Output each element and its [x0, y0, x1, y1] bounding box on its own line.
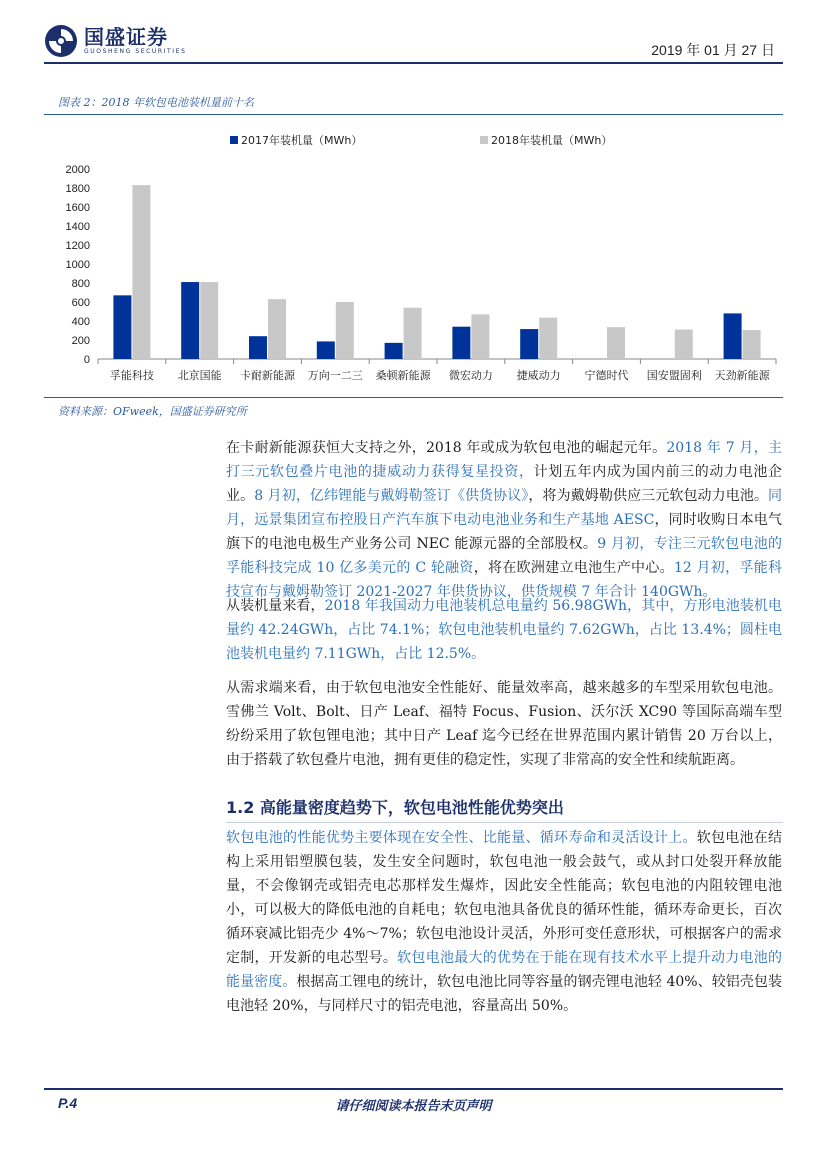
y-tick-label: 0 [83, 354, 90, 366]
chart-labels [110, 368, 771, 382]
legend-label-1: 2018年装机量（MWh） [491, 134, 613, 147]
figure-bottom-rule [44, 397, 783, 398]
paragraph-1 [226, 436, 782, 604]
bar-2018-7 [607, 327, 625, 359]
x-category-label: 万向一二三 [307, 369, 363, 382]
bar-2017-1 [181, 282, 199, 359]
figure-source: 资料来源：OFweek，国盛证券研究所 [58, 405, 247, 418]
header-divider [44, 62, 783, 64]
bar-2017-2 [249, 336, 267, 359]
bar-2018-2 [268, 299, 286, 359]
p2-segment-1: 2018 年我国动力电池装机总电量约 56.98GWh，其中，方形电池装机电量约 42.24GWh，占比 74.1%；软包电池装机电量约 7.62GWh，占比 13.4%；圆柱电池装机电量约 7.11GWh，占比 12.5%。 [226, 598, 782, 662]
y-tick-label: 1800 [65, 183, 90, 195]
section-heading: 1.2 高能量密度趋势下，软包电池性能优势突出 [226, 798, 564, 817]
y-tick-label: 1000 [65, 259, 90, 271]
y-tick-label: 200 [71, 335, 90, 347]
logo-mark-icon [44, 24, 78, 58]
y-tick-label: 400 [71, 316, 90, 328]
paragraph-2 [226, 594, 782, 666]
company-logo [44, 24, 186, 58]
bar-2017-6 [520, 329, 538, 359]
figure-title: 图表 2：2018 年软包电池装机量前十名 [58, 96, 254, 109]
bar-2018-3 [336, 302, 354, 359]
x-category-label: 国安盟固利 [646, 369, 702, 382]
bar-2017-9 [724, 313, 742, 359]
y-tick-label: 2000 [65, 164, 90, 176]
p3-segment-0: 从需求端来看，由于软包电池安全性能好、能量效率高，越来越多的车型采用软包电池。雪佛兰 Volt、Bolt、日产 Leaf、福特 Focus、Fusion、沃尔沃 XC90 等国际高端车型纷纷采用了软包锂电池；其中日产 Leaf 迄今已经在世界范围内累计销售 20 万台以上，由于搭载了软包叠片电池，拥有更佳的稳定性，实现了非常高的安全性和续航距离。 [226, 680, 782, 768]
footer-disclaimer: 请仔细阅读本报告末页声明 [335, 1099, 492, 1114]
legend-swatch-1 [480, 136, 488, 144]
page-number: P.4 [58, 1095, 78, 1111]
y-tick-label: 1400 [65, 221, 90, 233]
logo-name: 国盛证券 [84, 25, 168, 49]
x-category-label: 北京国能 [177, 369, 222, 382]
report-date: 2019 年 01 月 27 日 [651, 42, 775, 58]
p2-segment-0: 从装机量来看， [226, 598, 325, 614]
bar-2018-0 [132, 185, 150, 359]
section-heading-rule [226, 822, 783, 823]
p1-segment-4: ，将为戴姆勒供应三元软包动力电池。 [528, 488, 769, 504]
p1-segment-1: 2018 年 7 月，主打三元软包叠片电池的捷威动力获得复星投资， [226, 440, 782, 480]
x-category-label: 桑顿新能源 [375, 369, 431, 382]
p1-segment-5: 同月，远景集团宣布控股日产汽车旗下电动电池业务和生产基地 AESC [226, 488, 783, 528]
y-tick-label: 800 [71, 278, 90, 290]
paragraph-3 [226, 676, 782, 772]
y-tick-label: 1600 [65, 202, 90, 214]
chart-legend [230, 133, 612, 147]
logo-english: GUOSHENG SECURITIES [84, 48, 187, 55]
bar-2017-3 [317, 341, 335, 359]
p1-segment-8: ，将在欧洲建立电池生产中心。 [473, 560, 674, 576]
p1-segment-9: 12 月初，孚能科技宣布与戴姆勒签订 2021-2027 年供货协议，供货规模 7 年合计 140GWh。 [226, 560, 783, 600]
bar-2018-4 [404, 308, 422, 359]
x-category-label: 捷威动力 [516, 369, 561, 382]
p4-segment-0: 软包电池的性能优势主要体现在安全性、比能量、循环寿命和灵活设计上。 [226, 830, 697, 846]
bar-2017-5 [452, 327, 470, 359]
p4-segment-1: 软包电池在结构上采用铝塑膜包装，发生安全问题时，软包电池一般会鼓气，或从封口处裂开释放能量，不会像钢壳或铝壳电芯那样发生爆炸，因此安全性能高；软包电池的内阻较锂电池小，可以极大的降低电池的自耗电；软包电池具备优良的循环性能，循环寿命更长，百次循环衰减比铝壳少 4%～7%；软包电池设计灵活，外形可变任意形状，可根据客户的需求定制，开发新的电芯型号。 [226, 830, 783, 966]
p1-segment-0: 在卡耐新能源获恒大支持之外，2018 年或成为软包电池的崛起元年。 [226, 440, 667, 456]
p4-segment-3: 根据高工锂电的统计，软包电池比同等容量的钢壳锂电池轻 40%、较铝壳包装电池轻 20%，与同样尺寸的铝壳电池，容量高出 50%。 [226, 974, 782, 1014]
x-category-label: 微宏动力 [448, 369, 493, 382]
p1-segment-2: 计划五年内成为国内前三的动力电池企业。 [226, 464, 783, 504]
p1-segment-7: 9 月初，专注三元软包电池的孚能科技完成 10 亿多美元的 C 轮融资 [226, 536, 782, 576]
legend-label-0: 2017年装机量（MWh） [241, 134, 363, 147]
p1-segment-6: ，同时收购日本电气旗下的电池电极生产业务公司 NEC 能源元器的全部股权。 [226, 512, 782, 552]
bar-2017-0 [113, 295, 131, 359]
bar-2018-1 [200, 282, 218, 359]
legend-swatch-0 [230, 136, 238, 144]
x-category-label: 孚能科技 [109, 369, 154, 382]
x-category-label: 宁德时代 [584, 369, 629, 382]
figure-top-rule [44, 114, 783, 115]
x-category-label: 卡耐新能源 [240, 369, 295, 382]
bar-2017-4 [385, 343, 403, 359]
footer-divider [44, 1088, 783, 1090]
p1-segment-3: 8 月初，亿纬锂能与戴姆勒签订《供货协议》 [254, 488, 529, 504]
x-category-label: 天劲新能源 [714, 369, 770, 382]
paragraph-4 [226, 826, 782, 1018]
soft-pack-battery-chart [44, 122, 784, 394]
bar-2018-6 [539, 318, 557, 359]
chart-bars [113, 185, 760, 359]
bar-2018-9 [743, 330, 761, 359]
bar-2018-5 [471, 314, 489, 359]
p4-segment-2: 软包电池最大的优势在于能在现有技术水平上提升动力电池的能量密度。 [226, 950, 783, 990]
y-tick-label: 1200 [65, 240, 90, 252]
bar-2018-8 [675, 330, 693, 359]
y-tick-label: 600 [71, 297, 90, 309]
